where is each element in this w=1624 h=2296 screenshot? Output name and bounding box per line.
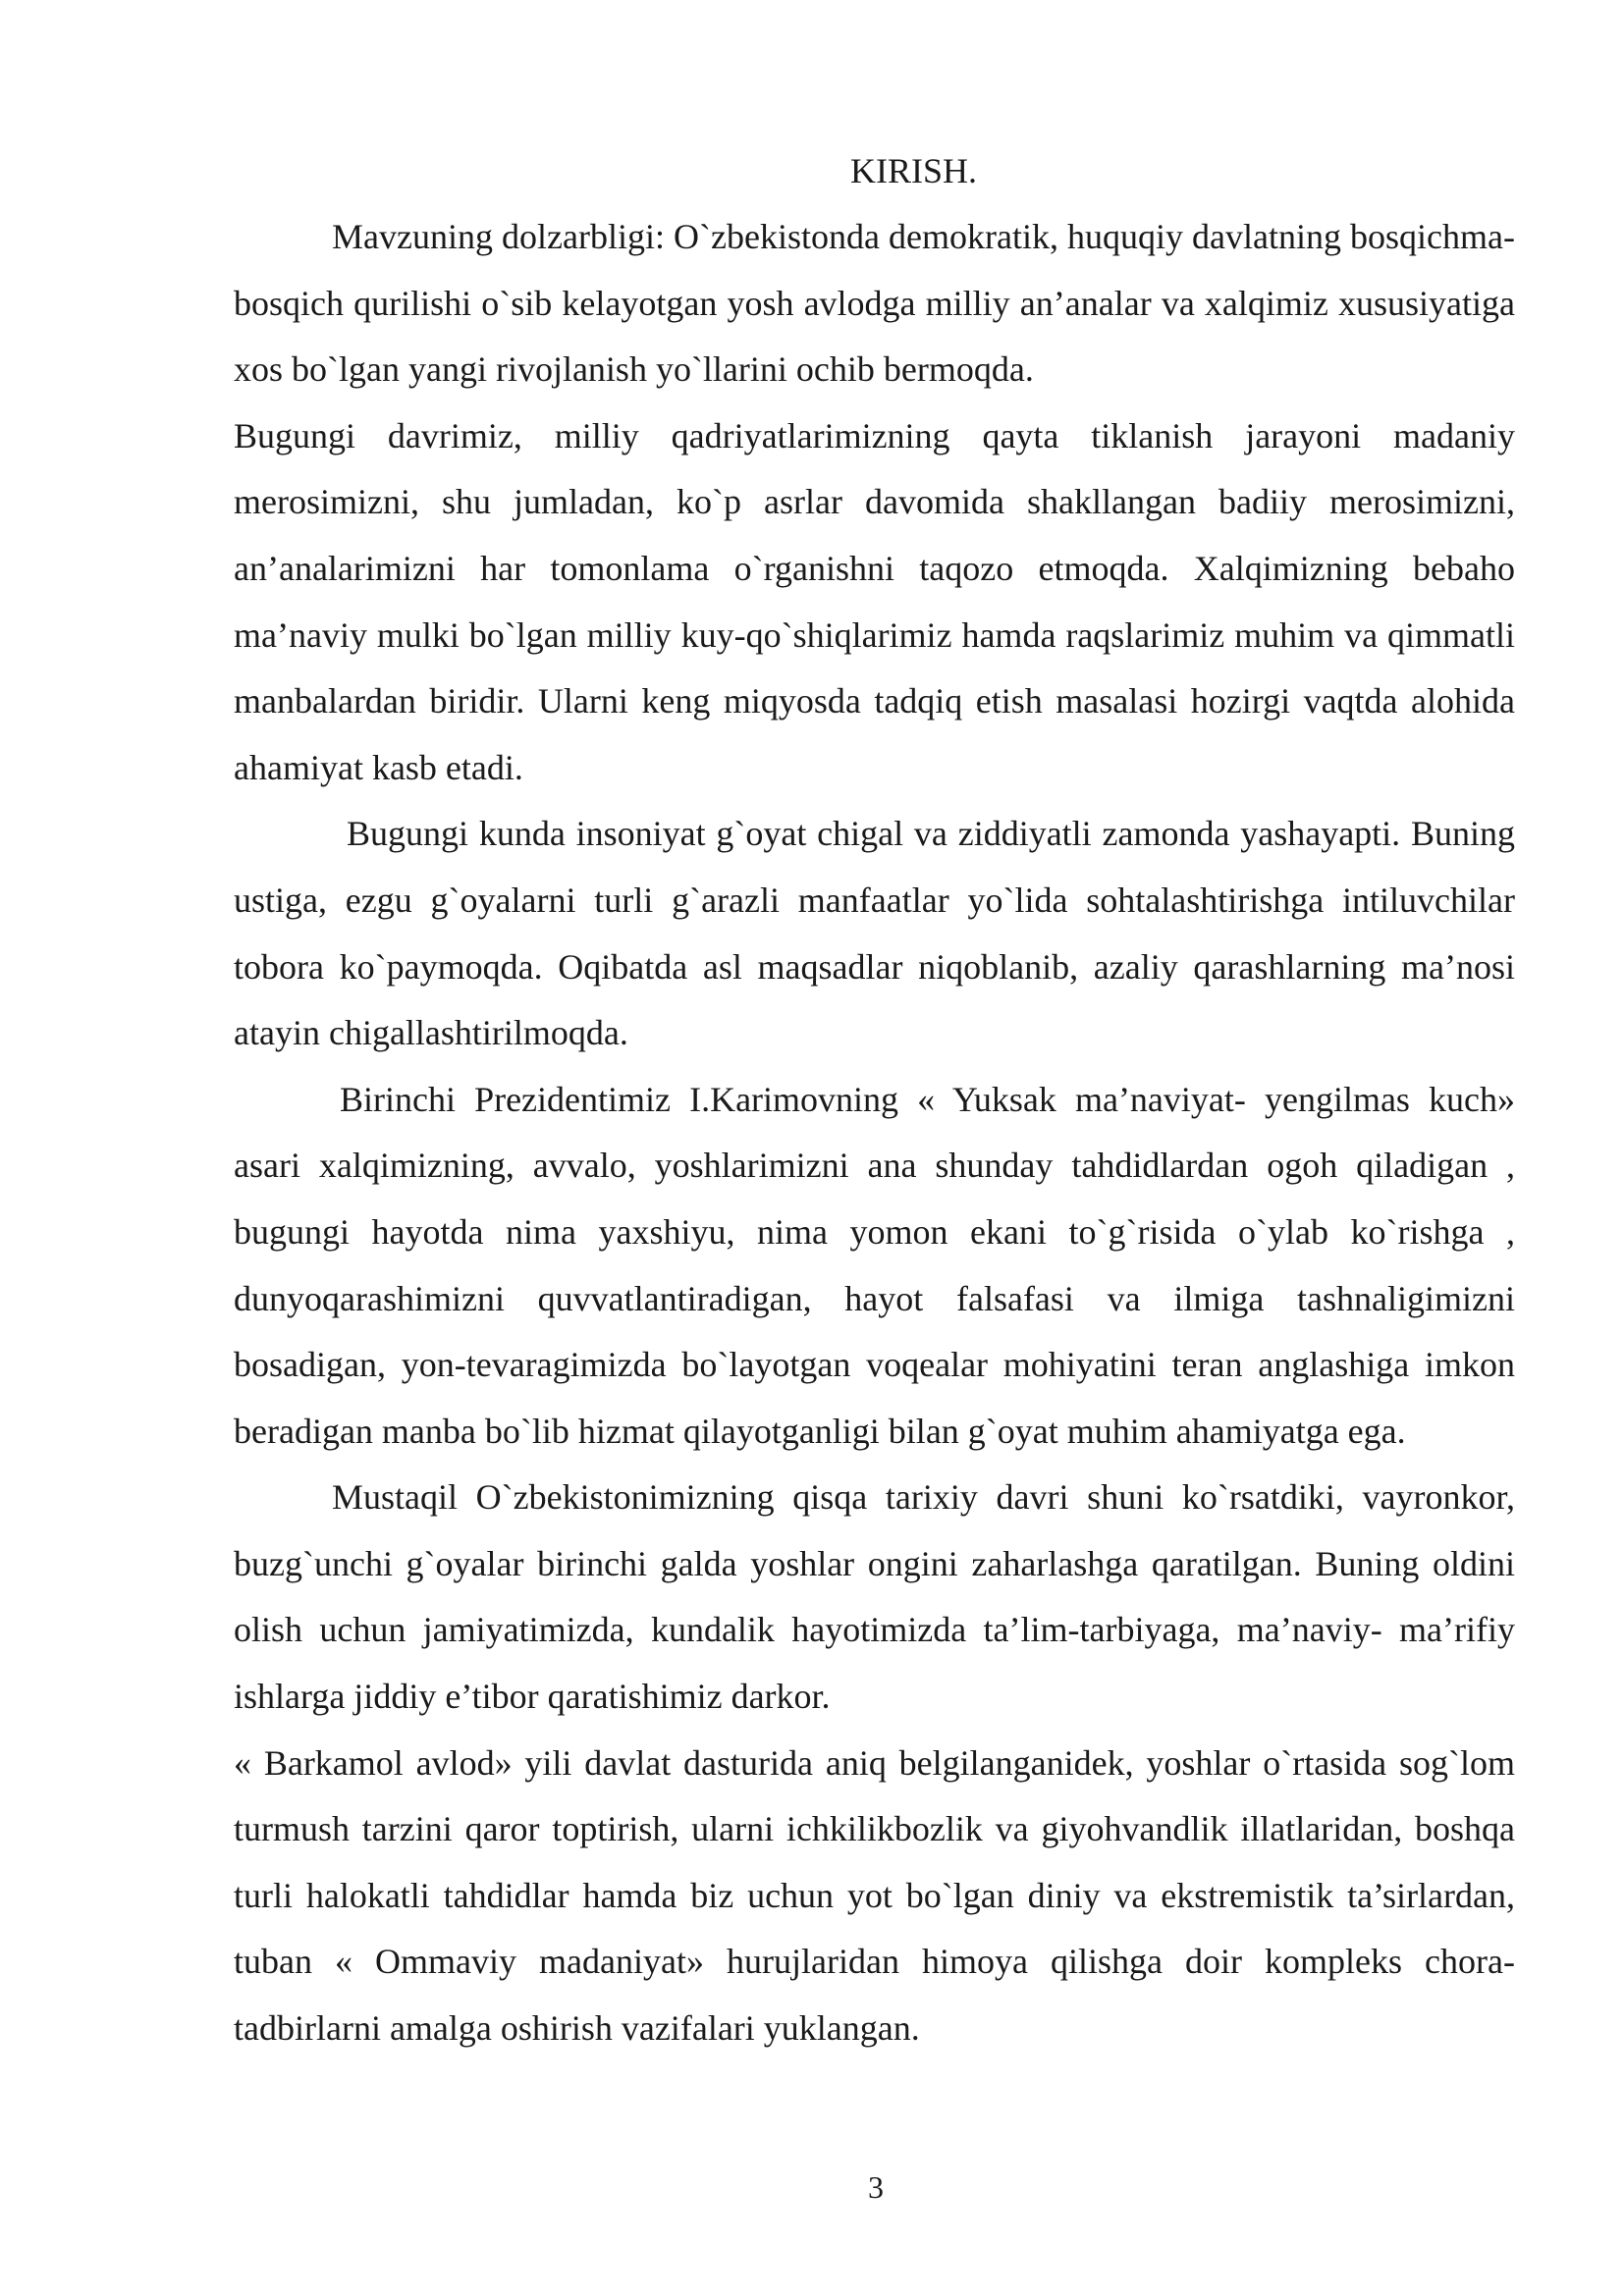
paragraph-president: Birinchi Prezidentimiz I.Karimovning « Yuksak ma’naviyat- yengilmas kuch» asari xalqimizning, avvalo, yoshlarimizni ana shunday tahdidlardan ogoh qiladigan , bugungi hayotda nima yaxshiyu, nima yomon ekani to`g`risida o`ylab ko`rishga , dunyoqarashimizni quvvatlantiradigan, hayot falsafasi va ilmiga tashnaligimizni bosadigan, yon-tevaragimizda bo`layotgan voqealar mohiyatini teran anglashiga imkon beradigan manba bo`lib hizmat qilayotganligi bilan g`oyat muhim ahamiyatga ega.: [234, 1079, 1515, 1451]
page-title: KIRISH.: [849, 151, 977, 190]
paragraph-heritage: Bugungi davrimiz, milliy qadriyatlarimizning qayta tiklanish jarayoni madaniy merosimizni, shu jumladan, ko`p asrlar davomida shakllangan badiiy merosimizni, an’analarimizni har tomonlama o`rganishni taqozo etmoqda. Xalqimizning bebaho ma’naviy mulki bo`lgan milliy kuy-qo`shiqlarimiz hamda raqslarimiz muhim va qimmatli manbalardan biridir. Ularni keng miqyosda tadqiq etish masalasi hozirgi vaqtda alohida ahamiyat kasb etadi.: [234, 415, 1515, 787]
paragraph-relevance: Mavzuning dolzarbligi: O`zbekistonda demokratik, huquqiy davlatning bosqichma-bosqich qurilishi o`sib kelayotgan yosh avlodga milliy an’analar va xalqimiz xususiyatiga xos bo`lgan yangi rivojlanish yo`llarini ochib bermoqda.: [234, 217, 1515, 390]
page-number: 3: [868, 2169, 884, 2205]
paragraph-independence: Mustaqil O`zbekistonimizning qisqa tarixiy davri shuni ko`rsatdiki, vayronkor, buzg`unchi g`oyalar birinchi galda yoshlar ongini zaharlashga qaratilgan. Buning oldini olish uchun jamiyatimizda, kundalik hayotimizda ta’lim-tarbiyaga, ma’naviy- ma’rifiy ishlarga jiddiy e’tibor qaratishimiz darkor.: [234, 1477, 1515, 1717]
paragraph-barkamol: « Barkamol avlod» yili davlat dasturida aniq belgilanganidek, yoshlar o`rtasida sog`lom turmush tarzini qaror toptirish, ularni ichkilikbozlik va giyohvandlik illatlaridan, boshqa turli halokatli tahdidlar hamda biz uchun yot bo`lgan diniy va ekstremistik ta’sirlardan, tuban « Ommaviy madaniyat» hurujlaridan himoya qilishga doir kompleks chora-tadbirlarni amalga oshirish vazifalari yuklangan.: [234, 1742, 1515, 2049]
paragraph-humanity: Bugungi kunda insoniyat g`oyat chigal va ziddiyatli zamonda yashayapti. Buning ustiga, ezgu g`oyalarni turli g`arazli manfaatlar yo`lida sohtalashtirishga intiluvchilar tobora ko`paymoqda. Oqibatda asl maqsadlar niqoblanib, azaliy qarashlarning ma’nosi atayin chigallashtirilmoqda.: [234, 814, 1515, 1053]
document-body: [234, 137, 1515, 2062]
